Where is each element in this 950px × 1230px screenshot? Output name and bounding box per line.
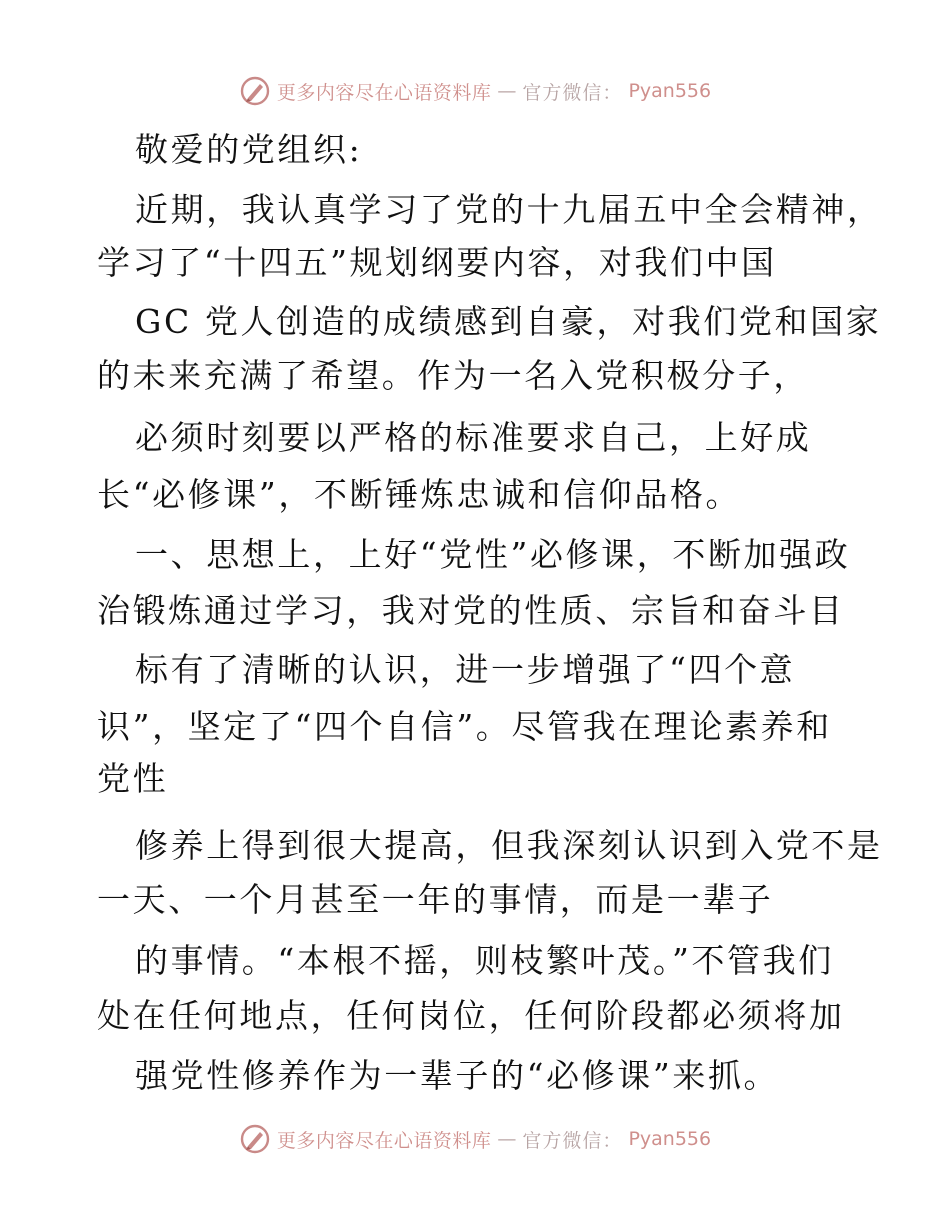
text-line: 敬爱的党组织: (135, 130, 363, 169)
text-line: 修养上得到很大提高，但我深刻认识到入党不是 (135, 826, 883, 865)
text-line: 处在任何地点，任何岗位，任何阶段都必须将加 (97, 996, 845, 1035)
pen-circle-logo-icon (239, 75, 271, 107)
watermark-brand: 更多内容尽在心语资料库 (276, 81, 492, 104)
text-line: 识”，坚定了“四个自信”。尽管我在理论素养和 (97, 707, 832, 746)
text-line: 治锻炼通过学习，我对党的性质、宗旨和奋斗目 (97, 591, 845, 630)
text-line: 的未来充满了希望。作为一名入党积极分子， (97, 356, 809, 395)
watermark-dash: — (497, 80, 517, 102)
text-line: 强党性修养作为一辈子的“必修课”来抓。 (135, 1056, 780, 1095)
watermark-wechat-label: 官方微信： (522, 81, 623, 104)
text-line: 必须时刻要以严格的标准要求自己，上好成 (135, 418, 812, 457)
text-line: 标有了清晰的认识，进一步增强了“四个意 (135, 650, 796, 689)
footer-watermark (0, 1122, 950, 1156)
pen-circle-logo-icon (239, 1123, 271, 1155)
text-line: 党性 (97, 759, 169, 798)
watermark-wechat-id: Pyan556 (628, 1128, 712, 1150)
text-line: 的事情。“本根不摇，则枝繁叶茂。”不管我们 (135, 941, 834, 980)
text-line: 学习了“十四五”规划纲要内容，对我们中国 (97, 243, 777, 282)
header-watermark (0, 74, 950, 108)
text-line: 一、思想上，上好“党性”必修课，不断加强政 (135, 535, 851, 574)
watermark-brand: 更多内容尽在心语资料库 (276, 1129, 492, 1152)
text-line: GC 党人创造的成绩感到自豪，对我们党和国家 (135, 302, 882, 341)
text-line: 近期，我认真学习了党的十九届五中全会精神， (135, 190, 883, 229)
watermark-wechat-id: Pyan556 (628, 80, 712, 102)
watermark-wechat-label: 官方微信： (522, 1129, 623, 1152)
watermark-dash: — (497, 1128, 517, 1150)
text-line: 长“必修课”，不断锤炼忠诚和信仰品格。 (97, 475, 742, 514)
text-line: 一天、一个月甚至一年的事情，而是一辈子 (97, 880, 774, 919)
